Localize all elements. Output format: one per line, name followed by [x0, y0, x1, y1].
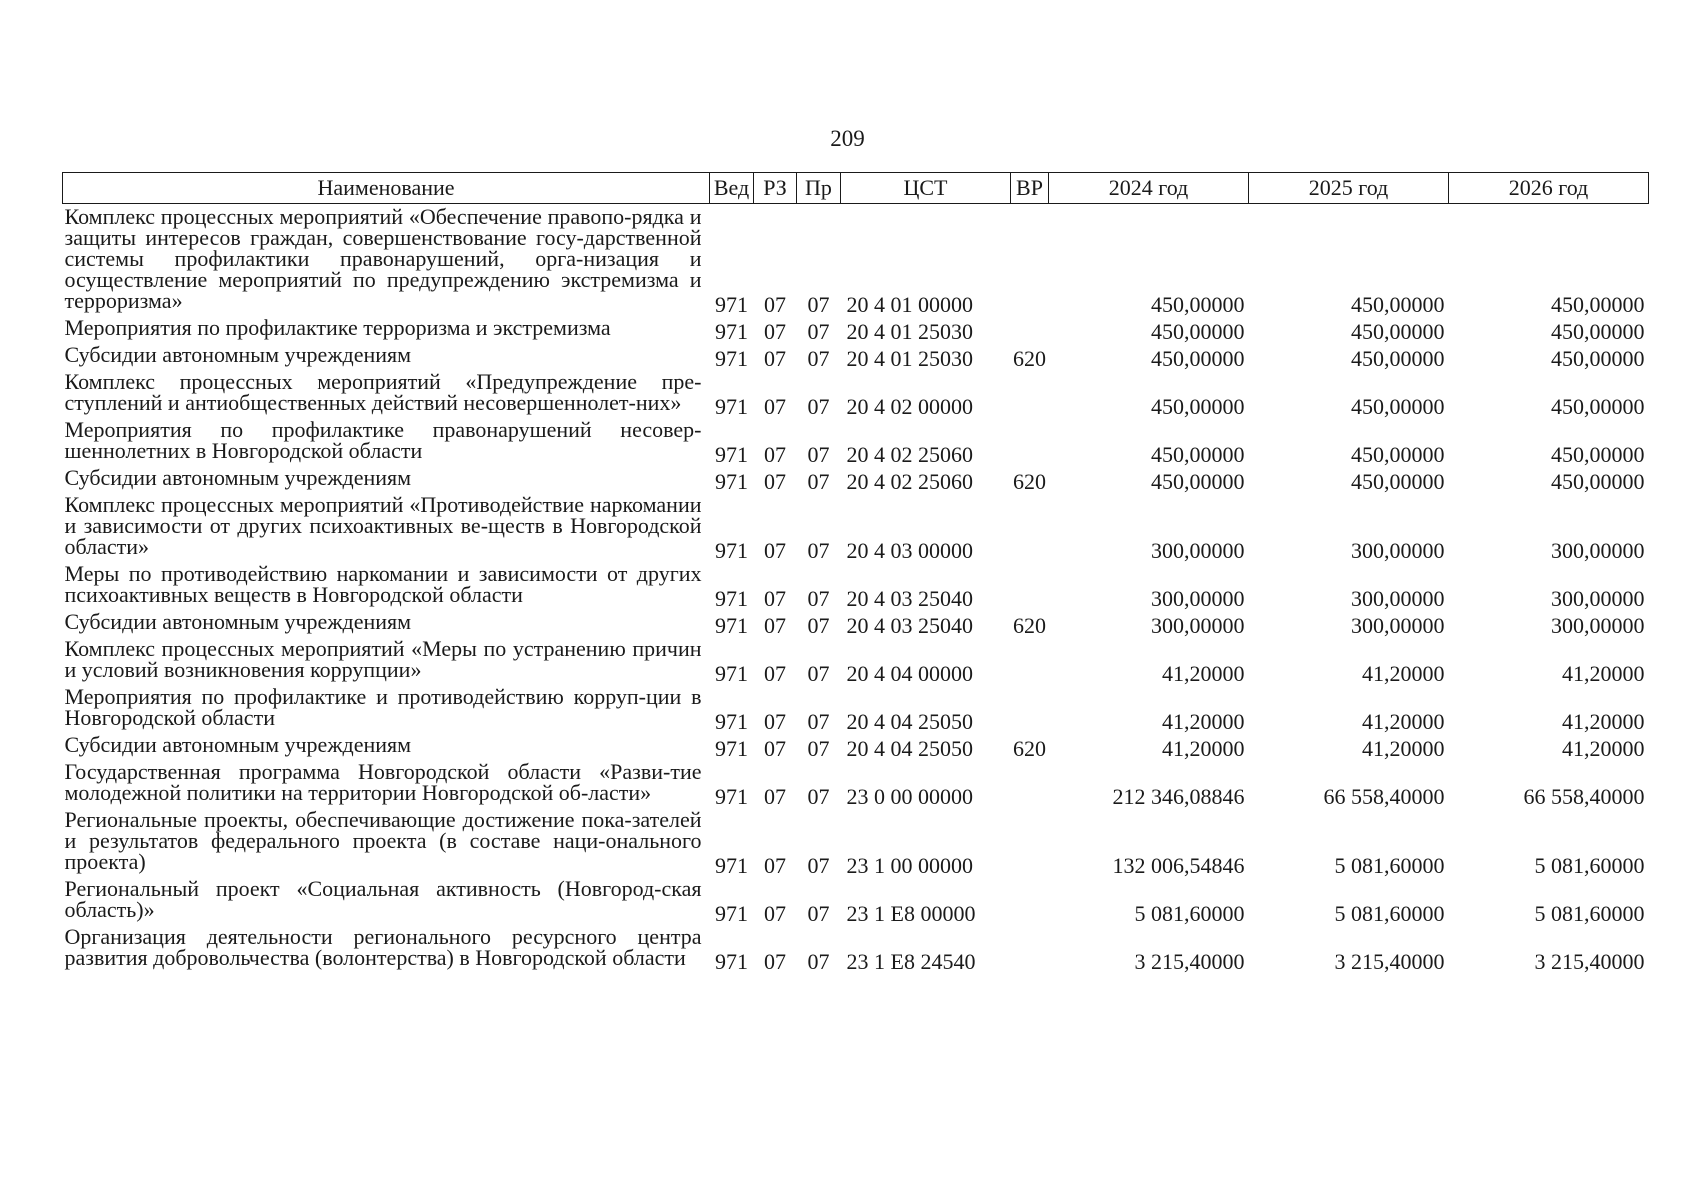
row-ved: 971	[715, 661, 748, 686]
row-ved: 971	[715, 613, 748, 638]
row-name: Субсидии автономным учреждениям	[64, 732, 412, 757]
row-pr: 07	[807, 586, 830, 611]
row-2024: 41,20000	[1162, 661, 1245, 686]
row-2024: 300,00000	[1151, 538, 1245, 563]
row-2025: 300,00000	[1351, 586, 1445, 611]
row-cst: 23 1 00 00000	[846, 853, 973, 878]
row-name: Региональный проект «Социальная активность (Новгород-ская область)»	[64, 876, 702, 922]
row-name: Комплекс процессных мероприятий «Меры по устранению причин и условий возникновения коррупции»	[64, 636, 702, 682]
row-2024: 450,00000	[1151, 319, 1245, 344]
row-2025: 41,20000	[1362, 661, 1445, 686]
row-2024: 450,00000	[1151, 346, 1245, 371]
row-name: Мероприятия по профилактике и противодействию корруп-ции в Новгородской области	[64, 684, 702, 730]
table-header	[63, 173, 1649, 204]
header-pr: Пр	[797, 173, 841, 204]
table-row	[63, 465, 1649, 492]
row-ved: 971	[715, 442, 748, 467]
row-cst: 20 4 03 25040	[846, 586, 973, 611]
table-row	[63, 492, 1649, 561]
row-pr: 07	[807, 442, 830, 467]
row-ved: 971	[715, 853, 748, 878]
row-2026: 450,00000	[1551, 319, 1645, 344]
row-2025: 41,20000	[1362, 709, 1445, 734]
header-vr: ВР	[1011, 173, 1049, 204]
row-2026: 41,20000	[1562, 661, 1645, 686]
row-pr: 07	[807, 949, 830, 974]
table-row	[63, 561, 1649, 609]
row-vr	[1011, 876, 1049, 924]
row-2024: 450,00000	[1151, 469, 1245, 494]
row-cst: 20 4 04 25050	[846, 709, 973, 734]
row-rz: 07	[764, 442, 786, 467]
row-name: Комплекс процессных мероприятий «Предупреждение пре-ступлений и антиобщественных действий несовершеннолет-них»	[64, 369, 702, 415]
row-ved: 971	[715, 949, 748, 974]
row-2025: 300,00000	[1351, 613, 1445, 638]
row-vr	[1011, 759, 1049, 807]
row-name: Меры по противодействию наркомании и зависимости от других психоактивных веществ в Новгородской области	[64, 561, 702, 607]
row-2026: 3 215,40000	[1534, 949, 1645, 974]
row-2025: 450,00000	[1351, 469, 1445, 494]
row-cst: 20 4 01 25030	[846, 346, 973, 371]
table-row	[63, 684, 1649, 732]
row-cst: 20 4 02 25060	[846, 442, 973, 467]
row-2026: 300,00000	[1551, 538, 1645, 563]
row-rz: 07	[764, 853, 786, 878]
row-name: Субсидии автономным учреждениям	[64, 465, 412, 490]
table-row	[63, 609, 1649, 636]
row-2024: 212 346,08846	[1112, 784, 1245, 809]
row-name: Государственная программа Новгородской области «Разви-тие молодежной политики на территории Новгородской об-ласти»	[64, 759, 702, 805]
row-vr: 620	[1013, 346, 1046, 371]
row-rz: 07	[764, 586, 786, 611]
row-2024: 41,20000	[1162, 709, 1245, 734]
row-name: Мероприятия по профилактике терроризма и экстремизма	[64, 315, 611, 340]
header-2026: 2026 год	[1449, 173, 1649, 204]
row-2026: 450,00000	[1551, 346, 1645, 371]
row-vr	[1011, 369, 1049, 417]
row-cst: 20 4 03 00000	[846, 538, 973, 563]
row-ved: 971	[715, 346, 748, 371]
row-2025: 5 081,60000	[1334, 901, 1445, 926]
row-cst: 23 1 E8 24540	[846, 949, 976, 974]
row-2024: 450,00000	[1151, 442, 1245, 467]
row-ved: 971	[715, 784, 748, 809]
header-2024: 2024 год	[1049, 173, 1249, 204]
row-2024: 41,20000	[1162, 736, 1245, 761]
row-2024: 450,00000	[1151, 292, 1245, 317]
row-cst: 20 4 04 25050	[846, 736, 973, 761]
row-2024: 5 081,60000	[1134, 901, 1245, 926]
row-pr: 07	[807, 469, 830, 494]
row-2025: 450,00000	[1351, 292, 1445, 317]
row-2024: 300,00000	[1151, 613, 1245, 638]
row-rz: 07	[764, 538, 786, 563]
row-rz: 07	[764, 319, 786, 344]
row-ved: 971	[715, 538, 748, 563]
table-row	[63, 924, 1649, 972]
page-number: 209	[830, 126, 865, 151]
table-body	[63, 204, 1649, 973]
row-pr: 07	[807, 394, 830, 419]
table-row	[63, 807, 1649, 876]
table-row	[63, 876, 1649, 924]
table-row	[63, 417, 1649, 465]
budget-table	[62, 172, 1649, 972]
row-vr	[1011, 924, 1049, 972]
row-2026: 450,00000	[1551, 442, 1645, 467]
row-vr: 620	[1013, 469, 1046, 494]
table-row	[63, 636, 1649, 684]
row-2025: 41,20000	[1362, 736, 1445, 761]
table-row	[63, 732, 1649, 759]
row-pr: 07	[807, 661, 830, 686]
row-pr: 07	[807, 853, 830, 878]
header-cst: ЦСТ	[841, 173, 1011, 204]
row-2025: 300,00000	[1351, 538, 1445, 563]
header-2025: 2025 год	[1249, 173, 1449, 204]
row-rz: 07	[764, 901, 786, 926]
row-name: Организация деятельности регионального ресурсного центра развития добровольчества (волонтерства) в Новгородской области	[64, 924, 702, 970]
row-2025: 450,00000	[1351, 346, 1445, 371]
row-rz: 07	[764, 346, 786, 371]
row-rz: 07	[764, 661, 786, 686]
row-ved: 971	[715, 901, 748, 926]
header-ved: Вед	[710, 173, 754, 204]
row-2026: 66 558,40000	[1523, 784, 1645, 809]
row-2026: 300,00000	[1551, 613, 1645, 638]
header-name: Наименование	[63, 173, 710, 204]
row-pr: 07	[807, 709, 830, 734]
row-pr: 07	[807, 736, 830, 761]
row-rz: 07	[764, 736, 786, 761]
table-row	[63, 759, 1649, 807]
row-vr	[1011, 204, 1049, 316]
row-ved: 971	[715, 586, 748, 611]
row-2025: 450,00000	[1351, 442, 1445, 467]
row-vr	[1011, 807, 1049, 876]
row-2025: 3 215,40000	[1334, 949, 1445, 974]
row-cst: 20 4 02 00000	[846, 394, 973, 419]
row-cst: 20 4 01 00000	[846, 292, 973, 317]
row-name: Комплекс процессных мероприятий «Противодействие наркомании и зависимости от других психоактивных ве-ществ в Новгородской области»	[64, 492, 702, 559]
row-2026: 5 081,60000	[1534, 853, 1645, 878]
row-rz: 07	[764, 469, 786, 494]
row-ved: 971	[715, 469, 748, 494]
row-2026: 300,00000	[1551, 586, 1645, 611]
row-pr: 07	[807, 613, 830, 638]
row-pr: 07	[807, 784, 830, 809]
table-row	[63, 204, 1649, 316]
row-2025: 5 081,60000	[1334, 853, 1445, 878]
row-rz: 07	[764, 784, 786, 809]
row-vr	[1011, 636, 1049, 684]
row-rz: 07	[764, 709, 786, 734]
row-ved: 971	[715, 292, 748, 317]
row-2026: 450,00000	[1551, 469, 1645, 494]
row-pr: 07	[807, 538, 830, 563]
row-2026: 450,00000	[1551, 394, 1645, 419]
row-2026: 41,20000	[1562, 736, 1645, 761]
row-name: Мероприятия по профилактике правонарушений несовер-шеннолетних в Новгородской области	[64, 417, 702, 463]
table-row	[63, 369, 1649, 417]
row-ved: 971	[715, 736, 748, 761]
row-2025: 66 558,40000	[1323, 784, 1445, 809]
row-cst: 20 4 02 25060	[846, 469, 973, 494]
row-name: Субсидии автономным учреждениям	[64, 609, 412, 634]
row-rz: 07	[764, 394, 786, 419]
row-vr	[1011, 315, 1049, 342]
row-name: Комплекс процессных мероприятий «Обеспечение правопо-рядка и защиты интересов граждан, совершенствование госу-дарственной системы профилактики правонарушений, орга-низация и осуществление мероприятий по предупреждению экстремизма и терроризма»	[64, 204, 702, 313]
row-2026: 450,00000	[1551, 292, 1645, 317]
row-vr: 620	[1013, 736, 1046, 761]
row-name: Региональные проекты, обеспечивающие достижение пока-зателей и результатов федерального проекта (в составе наци-онального проекта)	[64, 807, 702, 874]
row-2024: 450,00000	[1151, 394, 1245, 419]
row-2024: 300,00000	[1151, 586, 1245, 611]
row-name: Субсидии автономным учреждениям	[64, 342, 412, 367]
header-row	[63, 173, 1649, 204]
row-cst: 20 4 04 00000	[846, 661, 973, 686]
row-cst: 20 4 01 25030	[846, 319, 973, 344]
table-row	[63, 315, 1649, 342]
row-cst: 20 4 03 25040	[846, 613, 973, 638]
row-ved: 971	[715, 709, 748, 734]
header-rz: РЗ	[754, 173, 797, 204]
row-cst: 23 0 00 00000	[846, 784, 973, 809]
row-pr: 07	[807, 901, 830, 926]
row-vr	[1011, 561, 1049, 609]
row-2025: 450,00000	[1351, 394, 1445, 419]
row-cst: 23 1 E8 00000	[846, 901, 976, 926]
row-vr	[1011, 417, 1049, 465]
row-2025: 450,00000	[1351, 319, 1445, 344]
row-pr: 07	[807, 346, 830, 371]
row-pr: 07	[807, 319, 830, 344]
table-row	[63, 342, 1649, 369]
row-vr	[1011, 492, 1049, 561]
row-vr	[1011, 684, 1049, 732]
row-rz: 07	[764, 613, 786, 638]
row-rz: 07	[764, 949, 786, 974]
row-pr: 07	[807, 292, 830, 317]
row-rz: 07	[764, 292, 786, 317]
row-2024: 3 215,40000	[1134, 949, 1245, 974]
row-vr: 620	[1013, 613, 1046, 638]
row-ved: 971	[715, 394, 748, 419]
row-2026: 5 081,60000	[1534, 901, 1645, 926]
row-2024: 132 006,54846	[1112, 853, 1245, 878]
row-2026: 41,20000	[1562, 709, 1645, 734]
row-ved: 971	[715, 319, 748, 344]
